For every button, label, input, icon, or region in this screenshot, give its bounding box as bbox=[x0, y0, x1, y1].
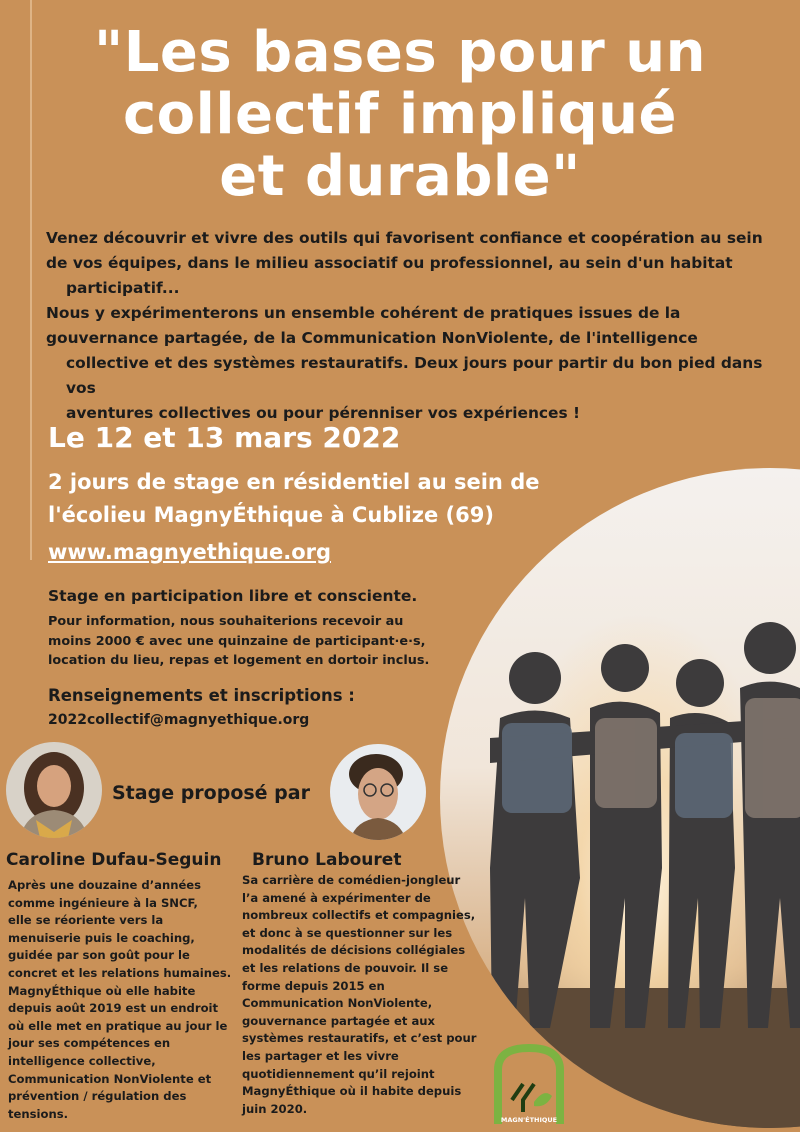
pricing-line: location du lieu, repas et logement en dortoir inclus. bbox=[48, 653, 430, 668]
bio-line: menuiserie puis le coaching, bbox=[8, 930, 195, 945]
bio-line: elle se réoriente vers la bbox=[8, 913, 164, 928]
bio-line: Sa carrière de comédien-jongleur bbox=[242, 873, 461, 887]
person-1-name: Caroline Dufau-Seguin bbox=[6, 850, 222, 870]
intro-line: Venez découvrir et vivre des outils qui favorisent confiance et coopération au sein bbox=[46, 229, 763, 247]
poster-title bbox=[0, 22, 800, 208]
bio-line: nombreux collectifs et compagnies, bbox=[242, 908, 476, 923]
facilitators-heading: Stage proposé par bbox=[112, 782, 310, 804]
person-2-bio bbox=[242, 872, 477, 1118]
bio-line: Après une douzaine d’années bbox=[8, 878, 202, 892]
bio-line: tensions. bbox=[8, 1106, 69, 1121]
intro-line: collective et des systèmes restauratifs. Deux jours pour partir du bon pied dans vos bbox=[66, 354, 763, 397]
avatar bbox=[6, 742, 102, 838]
bio-line: MagnyÉthique où il habite depuis bbox=[242, 1084, 462, 1099]
person-1-bio bbox=[8, 877, 231, 1123]
avatar bbox=[330, 744, 426, 840]
participation-headline: Stage en participation libre et consciente. bbox=[48, 587, 418, 605]
bio-line: l’a amené à expérimenter de bbox=[242, 890, 431, 905]
bio-line: depuis août 2019 est un endroit bbox=[8, 1001, 219, 1016]
bio-line: Communication NonViolente, bbox=[242, 996, 433, 1011]
pricing-info bbox=[48, 612, 468, 671]
bio-line: intelligence collective, bbox=[8, 1053, 156, 1068]
bio-line: prévention / régulation des bbox=[8, 1089, 187, 1104]
bio-line: quotidiennement qu’il rejoint bbox=[242, 1066, 435, 1081]
bio-line: modalités de décisions collégiales bbox=[242, 943, 466, 958]
intro-line: Nous y expérimenterons un ensemble cohérent de pratiques issues de la bbox=[46, 304, 681, 322]
bio-line: jour ses compétences en bbox=[8, 1036, 171, 1051]
bio-line: guidée par son goût pour le bbox=[8, 948, 190, 963]
contact-title: Renseignements et inscriptions : bbox=[48, 686, 355, 705]
bio-line: comme ingénieure à la SNCF, bbox=[8, 895, 198, 910]
bio-line: forme depuis 2015 en bbox=[242, 978, 385, 993]
group-photo bbox=[430, 468, 800, 1132]
bio-line: où elle met en pratique au jour le bbox=[8, 1018, 228, 1033]
contact-email[interactable]: 2022collectif@magnyethique.org bbox=[48, 712, 310, 728]
event-line-2: l'écolieu MagnyÉthique à Cublize (69) bbox=[48, 503, 494, 527]
bio-line: concret et les relations humaines. bbox=[8, 965, 232, 980]
event-line-1: 2 jours de stage en résidentiel au sein de bbox=[48, 470, 540, 494]
intro-line: participatif... bbox=[66, 279, 180, 297]
bio-line: gouvernance partagée et aux bbox=[242, 1013, 436, 1028]
bio-line: et les relations de pouvoir. Il se bbox=[242, 960, 449, 975]
title-line-3: et durable" bbox=[219, 144, 581, 209]
logo-mark bbox=[490, 1040, 568, 1126]
magnyethique-logo bbox=[490, 1040, 568, 1126]
person-1-photo bbox=[6, 742, 102, 838]
title-line-2: collectif impliqué bbox=[122, 82, 677, 147]
person-2-photo bbox=[330, 744, 426, 840]
bio-line: systèmes restauratifs, et c’est pour bbox=[242, 1031, 477, 1046]
intro-line: aventures collectives ou pour pérenniser vos expériences ! bbox=[66, 404, 581, 422]
bio-line: juin 2020. bbox=[242, 1101, 308, 1116]
pricing-line: moins 2000 € avec une quinzaine de participant·e·s, bbox=[48, 633, 426, 649]
intro-line: de vos équipes, dans le milieu associatif ou professionnel, au sein d'un habitat bbox=[46, 254, 733, 272]
website-link[interactable]: www.magnyethique.org bbox=[48, 540, 332, 564]
title-line-1: "Les bases pour un bbox=[94, 20, 706, 85]
event-date: Le 12 et 13 mars 2022 bbox=[48, 421, 401, 454]
pricing-line: Pour information, nous souhaiterions recevoir au bbox=[48, 614, 404, 629]
intro-text bbox=[46, 226, 788, 426]
logo-text: MAGN'ÉTHIQUE bbox=[500, 1116, 558, 1124]
intro-line: gouvernance partagée, de la Communication NonViolente, de l'intelligence bbox=[46, 329, 698, 347]
bio-line: Communication NonViolente et bbox=[8, 1071, 212, 1086]
bio-line: et donc à se questionner sur les bbox=[242, 925, 453, 940]
bio-line: MagnyÉthique où elle habite bbox=[8, 983, 196, 998]
bio-line: les partager et les vivre bbox=[242, 1048, 399, 1063]
group-photo-image bbox=[430, 468, 800, 1132]
person-2-name: Bruno Labouret bbox=[252, 850, 402, 870]
